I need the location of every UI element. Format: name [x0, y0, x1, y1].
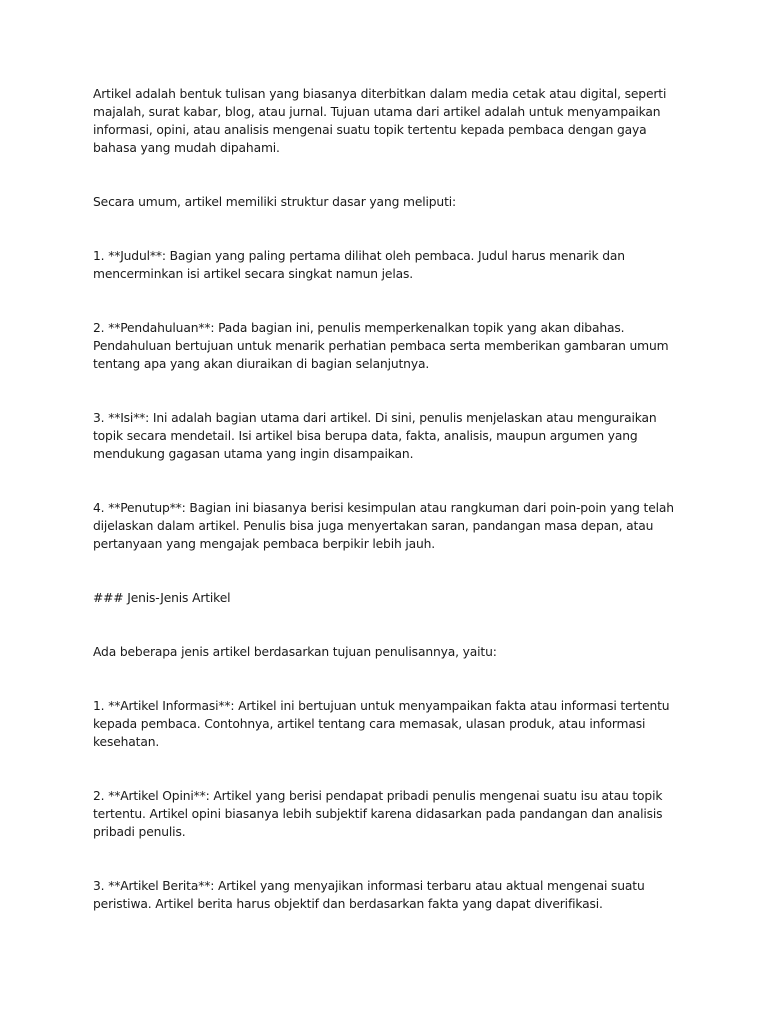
structure-item-pendahuluan: 2. **Pendahuluan**: Pada bagian ini, penulis memperkenalkan topik yang akan dibahas. Pendahuluan bertujuan untuk menarik perhatian pembaca serta memberikan gambaran umum tentang apa yang akan diuraikan di bagian selanjutnya.	[93, 321, 669, 371]
structure-item-isi: 3. **Isi**: Ini adalah bagian utama dari artikel. Di sini, penulis menjelaskan atau menguraikan topik secara mendetail. Isi artikel bisa berupa data, fakta, analisis, maupun argumen yang mendukung gagasan utama yang ingin disampaikan.	[93, 411, 657, 461]
structure-item-judul: 1. **Judul**: Bagian yang paling pertama dilihat oleh pembaca. Judul harus menarik dan mencerminkan isi artikel secara singkat namun jelas.	[93, 249, 625, 281]
document-body	[93, 85, 683, 949]
types-intro-paragraph: Ada beberapa jenis artikel berdasarkan tujuan penulisannya, yaitu:	[93, 645, 497, 659]
structure-item-penutup: 4. **Penutup**: Bagian ini biasanya berisi kesimpulan atau rangkuman dari poin-poin yang telah dijelaskan dalam artikel. Penulis bisa juga menyertakan saran, pandangan masa depan, atau pertanyaan yang mengajak pembaca berpikir lebih jauh.	[93, 501, 674, 551]
type-item-opini: 2. **Artikel Opini**: Artikel yang berisi pendapat pribadi penulis mengenai suatu isu atau topik tertentu. Artikel opini biasanya lebih subjektif karena didasarkan pada pandangan dan analisis pribadi penulis.	[93, 789, 663, 839]
type-item-berita: 3. **Artikel Berita**: Artikel yang menyajikan informasi terbaru atau aktual mengenai suatu peristiwa. Artikel berita harus objektif dan berdasarkan fakta yang dapat diverifikasi.	[93, 879, 645, 911]
structure-intro-paragraph: Secara umum, artikel memiliki struktur dasar yang meliputi:	[93, 195, 457, 209]
intro-paragraph: Artikel adalah bentuk tulisan yang biasanya diterbitkan dalam media cetak atau digital, seperti majalah, surat kabar, blog, atau jurnal. Tujuan utama dari artikel adalah untuk menyampaikan informasi, opini, atau analisis mengenai suatu topik tertentu kepada pembaca dengan gaya bahasa yang mudah dipahami.	[93, 87, 667, 155]
type-item-informasi: 1. **Artikel Informasi**: Artikel ini bertujuan untuk menyampaikan fakta atau informasi tertentu kepada pembaca. Contohnya, artikel tentang cara memasak, ulasan produk, atau informasi kesehatan.	[93, 699, 670, 749]
section-heading-jenis-artikel: ### Jenis-Jenis Artikel	[93, 591, 231, 605]
